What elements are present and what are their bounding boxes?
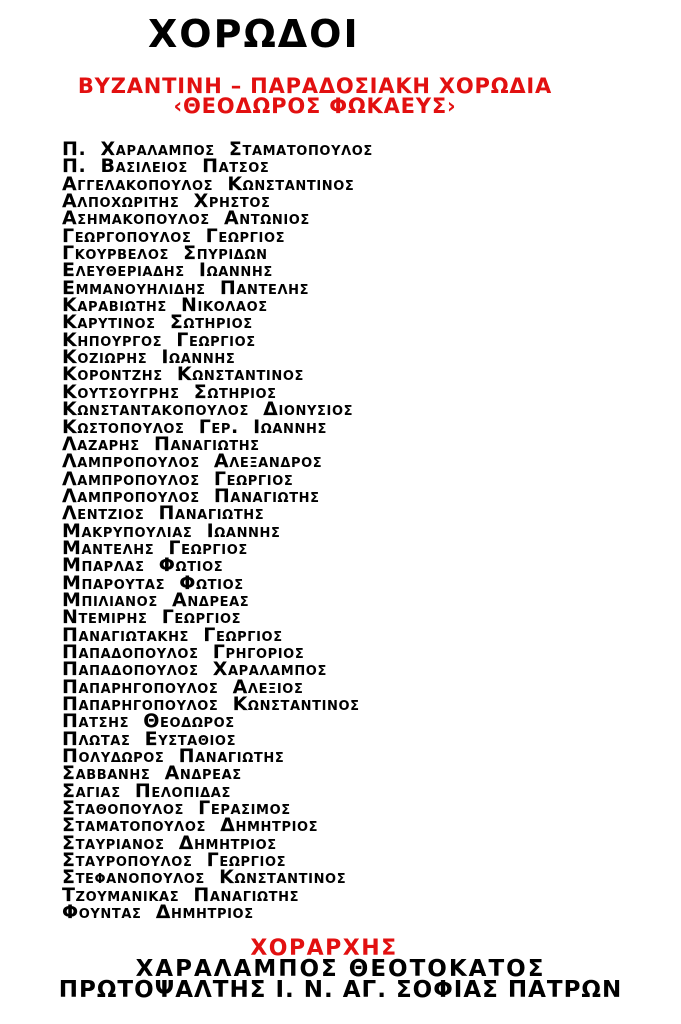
- conductor-role: ΠΡΩΤΟΨΑΛΤΗΣ Ι. Ν. ΑΓ. ΣΟΦΙΑΣ ΠΑΤΡΩΝ: [58, 977, 623, 1003]
- page-title: ΧΟΡΩΔΟΙ: [148, 12, 360, 56]
- list-item: Λέντζιος Παναγιώτης: [62, 502, 265, 525]
- list-item: Παπαρηγόπουλος Αλέξιος: [62, 675, 304, 698]
- list-item: Παπαδόπουλος Γρηγόριος: [62, 640, 305, 663]
- list-item: Λαμπρόπουλος Αλέξανδρος: [62, 450, 323, 473]
- list-item: Παπαρηγόπουλος Κωνσταντίνος: [62, 693, 360, 715]
- list-item: Τζουμανίκας Παναγιώτης: [62, 883, 300, 906]
- list-item: Στεφανόπουλος Κωνσταντίνος: [62, 866, 347, 889]
- list-item: Φουντάς Δημήτριος: [62, 901, 254, 924]
- list-item: Μπαρούτας Φώτιος: [62, 571, 244, 594]
- list-item: Μαντέλης Γεώργιος: [62, 536, 248, 559]
- list-item: Πάτσης Θεόδωρος: [62, 710, 235, 733]
- list-item: Κωνσταντακόπουλος Διονύσιος: [62, 398, 354, 421]
- list-item: Ελευθεριάδης Ιωάννης: [62, 259, 273, 282]
- list-item: Πλώτας Ευστάθιος: [62, 727, 237, 750]
- conductor-heading: ΧΟΡΑΡΧΗΣ: [250, 936, 398, 961]
- list-item: Πολύδωρος Παναγιώτης: [62, 745, 285, 768]
- subtitle-line-1: ΒΥΖΑΝΤΙΝΗ – ΠΑΡΑΔΟΣΙΑΚΗ ΧΟΡΩΔΙΑ: [77, 74, 553, 98]
- list-item: Καρυτινός Σωτήριος: [62, 311, 253, 334]
- list-item: Μπιλιανός Ανδρέας: [62, 588, 250, 611]
- list-item: Εμμανουηλίδης Παντελής: [62, 276, 310, 299]
- list-item: Γκουρβέλος Σπυρίδων: [62, 242, 268, 265]
- conductor-name: ΧΑΡΑΛΑΜΠΟΣ ΘΕΟΤΟΚΑΤΟΣ: [135, 956, 546, 982]
- list-item: Σαββανής Ανδρέας: [62, 762, 242, 785]
- subtitle-line-2: ‹ΘΕΟΔΩΡΟΣ ΦΩΚΑΕΥΣ›: [173, 94, 457, 118]
- list-item: Π. Βασίλειος Πατσός: [62, 155, 270, 178]
- list-item: Αλποχωρίτης Χρήστος: [62, 190, 271, 213]
- list-item: Π. Χαράλαμπος Σταματόπουλος: [62, 138, 373, 160]
- list-item: Λαμπρόπουλος Γεώργιος: [62, 467, 294, 490]
- list-item: Κοζιώρης Ιωάννης: [62, 346, 236, 369]
- list-item: Καραβιώτης Νικόλαος: [62, 294, 268, 317]
- list-item: Παπαδόπουλος Χαράλαμπος: [62, 658, 327, 681]
- list-item: Ασημακόπουλος Αντώνιος: [62, 207, 310, 230]
- list-item: Παναγιωτάκης Γεώργιος: [62, 623, 283, 646]
- list-item: Μπάρλας Φώτιος: [62, 554, 224, 577]
- list-item: Λάζαρης Παναγιώτης: [62, 432, 260, 455]
- list-item: Σταυρόπουλος Γεώργιος: [62, 849, 287, 872]
- list-item: Κηπουργός Γεώργιος: [62, 328, 256, 351]
- list-item: Κοροντζής Κωνσταντίνος: [62, 363, 304, 386]
- list-item: Σταθόπουλος Γεράσιμος: [62, 797, 291, 820]
- list-item: Αγγελακόπουλος Κωνσταντίνος: [62, 172, 355, 195]
- list-item: Κωστόπουλος Γερ. Ιωάννης: [62, 415, 327, 438]
- list-item: Σαγιάς Πελοπίδας: [62, 779, 231, 802]
- members-list: [62, 138, 373, 924]
- list-item: Σταυριανός Δημήτριος: [62, 831, 277, 854]
- list-item: Σταματόπουλος Δημήτριος: [62, 814, 319, 837]
- choir-subtitle: [0, 76, 630, 116]
- list-item: Γεωργόπουλος Γεώργιος: [62, 224, 286, 247]
- list-item: Μακρυπούλιας Ιωάννης: [62, 519, 281, 542]
- list-item: Κουτσουγρής Σωτήριος: [62, 380, 277, 403]
- list-item: Λαμπρόπουλος Παναγιώτης: [62, 484, 320, 507]
- list-item: Ντεμίρης Γεώργιος: [62, 606, 242, 629]
